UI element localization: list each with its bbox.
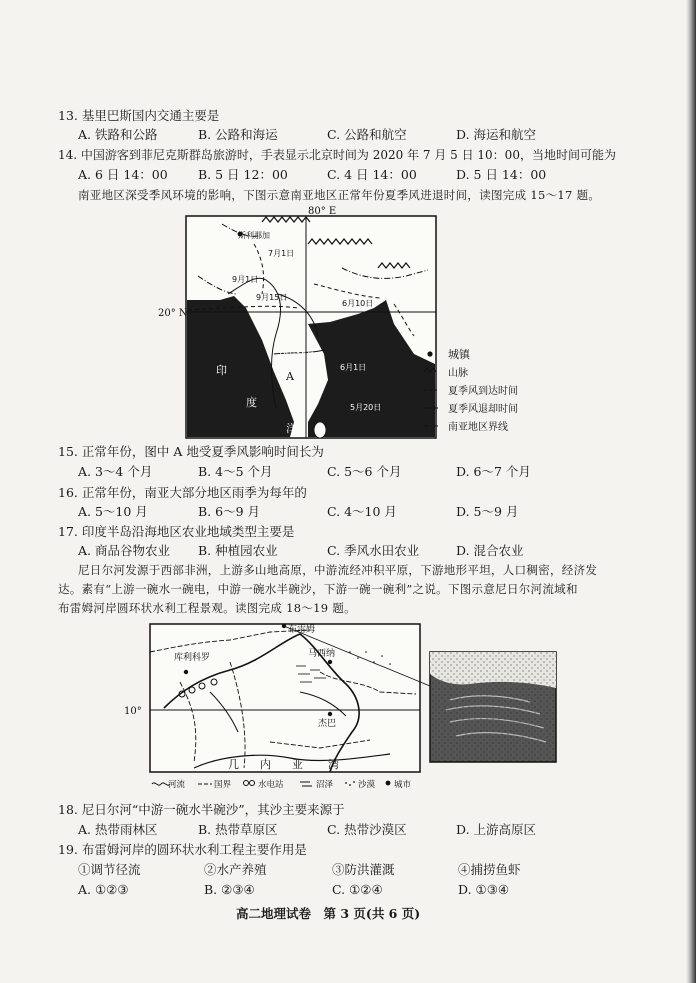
question-16-stem: 16. 正常年份，南亚大部分地区雨季为每年的 <box>58 485 307 500</box>
question-15-option-a[interactable]: A. 3～4 个月 <box>78 464 153 479</box>
place-masina: 马西纳 <box>308 649 336 659</box>
legend-desert: 沙漠 <box>358 780 376 790</box>
question-15-option-d[interactable]: D. 6～7 个月 <box>456 464 531 479</box>
question-17-option-d[interactable]: D. 混合农业 <box>456 543 524 558</box>
map1-legend <box>424 347 518 433</box>
question-16-option-d[interactable]: D. 5～9 月 <box>456 504 519 519</box>
question-19-choice-1: ①调节径流 <box>78 862 141 877</box>
south-asia-monsoon-map <box>158 204 533 440</box>
question-19-option-a[interactable]: A. ①②③ <box>78 882 129 897</box>
intro-niger-line-3: 布雷姆河岸圆环状水利工程景观。读图完成 18～19 题。 <box>58 601 356 615</box>
question-16-option-a[interactable]: A. 5～10 月 <box>78 504 148 519</box>
question-16-option-b[interactable]: B. 6～9 月 <box>198 504 261 519</box>
question-17-option-a[interactable]: A. 商品谷物农业 <box>78 543 170 558</box>
question-14-option-a[interactable]: A. 6 日 14：00 <box>78 167 168 182</box>
question-13-option-c[interactable]: C. 公路和航空 <box>327 127 407 142</box>
question-18-stem: 18. 尼日尔河“中游一碗水半碗沙”，其沙主要来源于 <box>58 802 345 817</box>
question-17-stem: 17. 印度半岛沿海地区农业地域类型主要是 <box>58 524 295 539</box>
question-19-choice-2: ②水产养殖 <box>204 862 267 877</box>
scan-edge-mark <box>686 0 696 983</box>
question-16-option-c[interactable]: C. 4～10 月 <box>327 504 397 519</box>
question-13-stem: 13. 基里巴斯国内交通主要是 <box>58 108 220 123</box>
question-19-choice-3: ③防洪灌溉 <box>332 862 395 877</box>
date-label: 7月1日 <box>268 249 295 258</box>
legend-city: 城市 <box>394 780 412 790</box>
question-13-option-a[interactable]: A. 铁路和公路 <box>78 127 158 142</box>
question-13-option-b[interactable]: B. 公路和海运 <box>198 127 278 142</box>
intro-niger-line-1: 尼日尔河发源于西部非洲，上游多山地高原，中游流经冲积平原，下游地形平坦，人口稠密，经济发 <box>78 563 598 577</box>
lat-label-10: 10° <box>124 706 142 717</box>
ocean-label: 度 <box>246 396 257 409</box>
map2-legend <box>152 779 412 790</box>
legend-mountain: 山脉 <box>448 368 468 379</box>
legend-border: 国界 <box>214 780 232 790</box>
lat-label-20n: 20° N <box>158 308 188 319</box>
question-15-stem: 15. 正常年份，图中 A 地受夏季风影响时间长为 <box>58 444 324 459</box>
lon-label-80e: 80° E <box>308 206 337 217</box>
gulf-label: 亚 <box>292 758 303 771</box>
intro-south-asia: 南亚地区深受季风环境的影响，下图示意南亚地区正常年份夏季风进退时间，读图完成 15～17 题。 <box>78 188 601 202</box>
legend-river: 河流 <box>168 780 186 790</box>
date-label: 6月1日 <box>340 363 367 372</box>
question-14-option-b[interactable]: B. 5 日 12：00 <box>198 167 288 182</box>
ring-irrigation-photo <box>430 652 556 762</box>
place-koulikoro: 库利科罗 <box>174 653 211 663</box>
question-18-option-d[interactable]: D. 上游高原区 <box>456 822 537 837</box>
legend-marsh: 沼泽 <box>316 780 334 790</box>
date-label: 5月20日 <box>350 403 382 412</box>
legend-arrival: 夏季风到达时间 <box>448 386 518 397</box>
question-19-option-b[interactable]: B. ②③④ <box>204 882 255 897</box>
question-13-option-d[interactable]: D. 海运和航空 <box>456 127 537 142</box>
place-jebba: 杰巴 <box>318 719 337 729</box>
question-18-option-b[interactable]: B. 热带草原区 <box>198 822 278 837</box>
question-15-option-b[interactable]: B. 4～5 个月 <box>198 464 273 479</box>
question-14-stem: 14. 中国游客到菲尼克斯群岛旅游时，手表显示北京时间为 2020 年 7 月 5 日 10：00，当地时间可能为 <box>58 148 616 162</box>
question-19-option-d[interactable]: D. ①③④ <box>458 882 510 897</box>
question-18-option-c[interactable]: C. 热带沙漠区 <box>327 822 407 837</box>
ocean-label: 印 <box>216 364 227 377</box>
question-19-choice-4: ④捕捞鱼虾 <box>458 862 521 877</box>
legend-retreat: 夏季风退却时间 <box>448 404 518 415</box>
date-label: 9月15日 <box>256 293 288 302</box>
date-label: 10月15日 <box>278 351 315 360</box>
question-18-option-a[interactable]: A. 热带雨林区 <box>78 822 158 837</box>
intro-niger-line-2: 达。素有“上游一碗水一碗电，中游一碗水半碗沙，下游一碗一碗利”之说。下图示意尼日尔河流域和 <box>58 582 578 596</box>
place-srinagar: 斯利那加 <box>238 231 270 240</box>
niger-river-map <box>120 622 570 790</box>
question-19-stem: 19. 布雷姆河岸的圆环状水利工程主要作用是 <box>58 842 307 857</box>
gulf-label: 湾 <box>328 758 339 771</box>
gulf-label: 几 <box>228 758 239 771</box>
question-14-option-c[interactable]: C. 4 日 14：00 <box>327 167 417 182</box>
date-label: 6月10日 <box>342 299 374 308</box>
legend-hydro: 水电站 <box>258 780 284 790</box>
gulf-label: 内 <box>260 758 271 771</box>
date-label: 9月1日 <box>232 275 259 284</box>
question-19-option-c[interactable]: C. ①②④ <box>332 882 383 897</box>
question-17-option-c[interactable]: C. 季风水田农业 <box>327 543 420 558</box>
legend-boundary: 南亚地区界线 <box>448 422 508 433</box>
page-footer: 高二地理试卷 第 3 页(共 6 页) <box>236 906 421 921</box>
point-a-label: A <box>286 370 294 383</box>
place-bremu: 布雷姆 <box>288 625 316 635</box>
legend-city: 城镇 <box>448 348 470 361</box>
ocean-label: 洋 <box>286 422 297 435</box>
question-17-option-b[interactable]: B. 种植园农业 <box>198 543 278 558</box>
question-15-option-c[interactable]: C. 5～6 个月 <box>327 464 402 479</box>
question-14-option-d[interactable]: D. 5 日 14：00 <box>456 167 547 182</box>
